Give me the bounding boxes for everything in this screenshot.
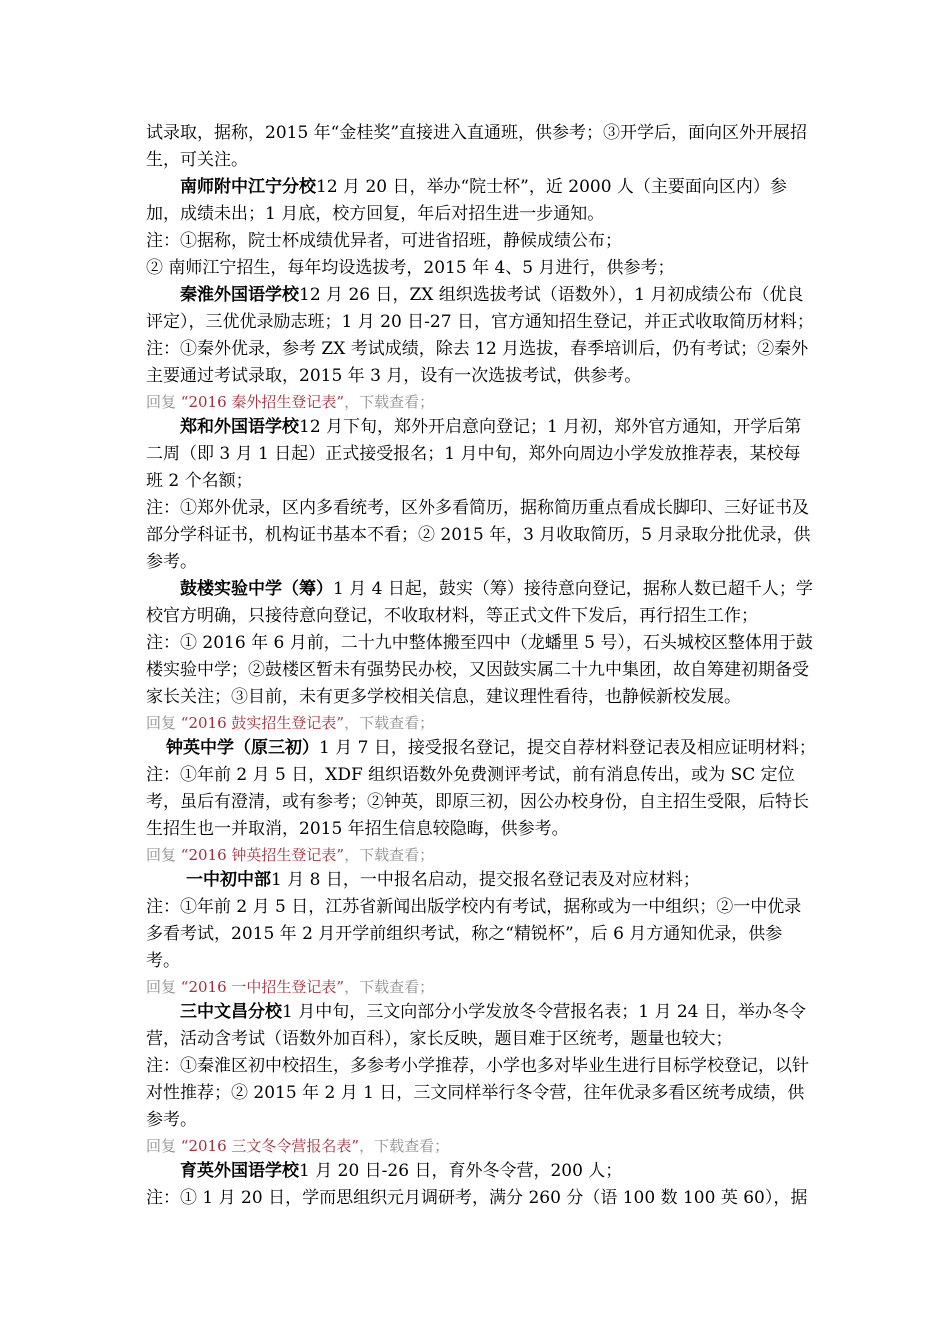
school-text: 1 月中旬，三文向部分小学发放冬令营报名表；1 月 24 日，举办冬令营，活动含考试（语数外加百科），家长反映，题目难于区统考，题量也较大； xyxy=(146,1002,806,1049)
reply-prefix: 回复 xyxy=(146,846,181,864)
school-paragraph xyxy=(146,1158,816,1185)
reply-suffix: ，下载查看； xyxy=(344,978,435,996)
school-name: 秦淮外国语学校 xyxy=(180,285,299,305)
school-name: 三中文昌分校 xyxy=(180,1002,282,1022)
reply-suffix: ，下载查看； xyxy=(344,714,435,732)
reply-prefix: 回复 xyxy=(146,1137,181,1155)
note-paragraph: 注：①年前 2 月 5 日，XDF 组织语数外免费测评考试，前有消息传出，或为 SC 定位考，虽后有澄清，或有参考；②钟英，即原三初，因公办校身份，自主招生受限，后特长生招生也一并取消，2015 年招生信息较隐晦，供参考。 xyxy=(146,765,809,839)
school-name: 一中初中部 xyxy=(186,870,271,890)
reply-suffix: ，下载查看； xyxy=(344,393,435,411)
reply-keyword: “2016 三文冬令营报名表” xyxy=(180,1137,360,1155)
note-paragraph: 注：①秦外优录，参考 ZX 考试成绩，除去 12 月选拔，春季培训后，仍有考试；②秦外主要通过考试录取，2015 年 3 月，设有一次选拔考试，供参考。 xyxy=(146,339,809,386)
school-name: 郑和外国语学校 xyxy=(180,417,299,437)
note-paragraph: 注：①年前 2 月 5 日，江苏省新闻出版学校内有考试，据称或为一中组织；②一中优录多看考试，2015 年 2 月开学前组织考试，称之“精锐杯”，后 6 月方通知优录，供参考。 xyxy=(146,897,802,971)
document-page xyxy=(146,120,816,1212)
reply-suffix: ，下载查看； xyxy=(359,1137,450,1155)
reply-prefix: 回复 xyxy=(146,714,181,732)
note-paragraph: ② 南师江宁招生，每年均设选拔考，2015 年 4、5 月进行，供参考； xyxy=(146,258,675,278)
school-text: 12 月下旬，郑外开启意向登记；1 月初，郑外官方通知，开学后第二周（即 3 月 1 日起）正式接受报名；1 月中旬，郑外向周边小学发放推荐表，某校每班 2 个名额； xyxy=(146,417,802,491)
note-paragraph: 注：① 1 月 20 日，学而思组织元月调研考，满分 260 分（语 100 数 100 英 60），据 xyxy=(146,1188,808,1208)
school-text: 1 月 20 日-26 日，育外冬令营，200 人； xyxy=(299,1161,623,1181)
school-paragraph xyxy=(146,999,816,1053)
reply-suffix: ，下载查看； xyxy=(344,846,435,864)
reply-keyword: “2016 鼓实招生登记表” xyxy=(180,714,345,732)
school-paragraph xyxy=(146,282,816,336)
note-paragraph: 注：①据称，院士杯成绩优异者，可进省招班，静候成绩公布； xyxy=(146,231,622,251)
school-paragraph xyxy=(146,174,816,228)
note-paragraph: 试录取，据称，2015 年“金桂奖”直接进入直通班，供参考；③开学后，面向区外开展招生，可关注。 xyxy=(146,123,808,170)
school-name: 钟英中学（原三初） xyxy=(166,738,319,758)
note-paragraph: 注：①郑外优录，区内多看统考，区外多看简历，据称简历重点看成长脚印、三好证书及部分学科证书，机构证书基本不看；② 2015 年，3 月收取简历，5 月录取分批优录，供参考。 xyxy=(146,498,811,572)
school-paragraph xyxy=(146,414,816,495)
note-paragraph: 注：①秦淮区初中校招生，多参考小学推荐，小学也多对毕业生进行目标学校登记，以针对性推荐；② 2015 年 2 月 1 日，三文同样举行冬令营，往年优录多看区统考成绩，供参考。 xyxy=(146,1056,809,1130)
reply-download-note xyxy=(146,1134,816,1158)
reply-download-note xyxy=(146,711,816,735)
school-text: 12 月 20 日，举办“院士杯”，近 2000 人（主要面向区内）参加，成绩未出；1 月底，校方回复，年后对招生进一步通知。 xyxy=(146,177,787,224)
reply-download-note xyxy=(146,843,816,867)
reply-download-note xyxy=(146,975,816,999)
school-text: 12 月 26 日，ZX 组织选拔考试（语数外），1 月初成绩公布（优良评定），三优优录励志班；1 月 20 日-27 日，官方通知招生登记，并正式收取简历材料； xyxy=(146,285,814,332)
school-name: 育英外国语学校 xyxy=(180,1161,299,1181)
reply-keyword: “2016 秦外招生登记表” xyxy=(180,393,345,411)
school-paragraph xyxy=(146,867,816,894)
school-paragraph xyxy=(146,735,816,762)
school-text: 1 月 8 日，一中报名启动，提交报名登记表及对应材料； xyxy=(271,870,700,890)
reply-prefix: 回复 xyxy=(146,978,181,996)
paragraph-list xyxy=(146,120,816,1212)
reply-keyword: “2016 一中招生登记表” xyxy=(180,978,345,996)
school-name: 鼓楼实验中学（筹） xyxy=(180,579,333,599)
note-paragraph: 注：① 2016 年 6 月前，二十九中整体搬至四中（龙蟠里 5 号），石头城校区整体用于鼓楼实验中学；②鼓楼区暂未有强势民办校，又因鼓实属二十九中集团，故自筹建初期备受家长关注；③目前，未有更多学校相关信息，建议理性看待，也静候新校发展。 xyxy=(146,633,813,707)
reply-keyword: “2016 钟英招生登记表” xyxy=(180,846,345,864)
school-text: 1 月 7 日，接受报名登记，提交自荐材料登记表及相应证明材料； xyxy=(319,738,816,758)
school-paragraph xyxy=(146,576,816,630)
school-text: 1 月 4 日起，鼓实（筹）接待意向登记，据称人数已超千人；学校官方明确，只接待意向登记，不收取材料，等正式文件下发后，再行招生工作； xyxy=(146,579,813,626)
reply-prefix: 回复 xyxy=(146,393,181,411)
school-name: 南师附中江宁分校 xyxy=(180,177,316,197)
reply-download-note xyxy=(146,390,816,414)
